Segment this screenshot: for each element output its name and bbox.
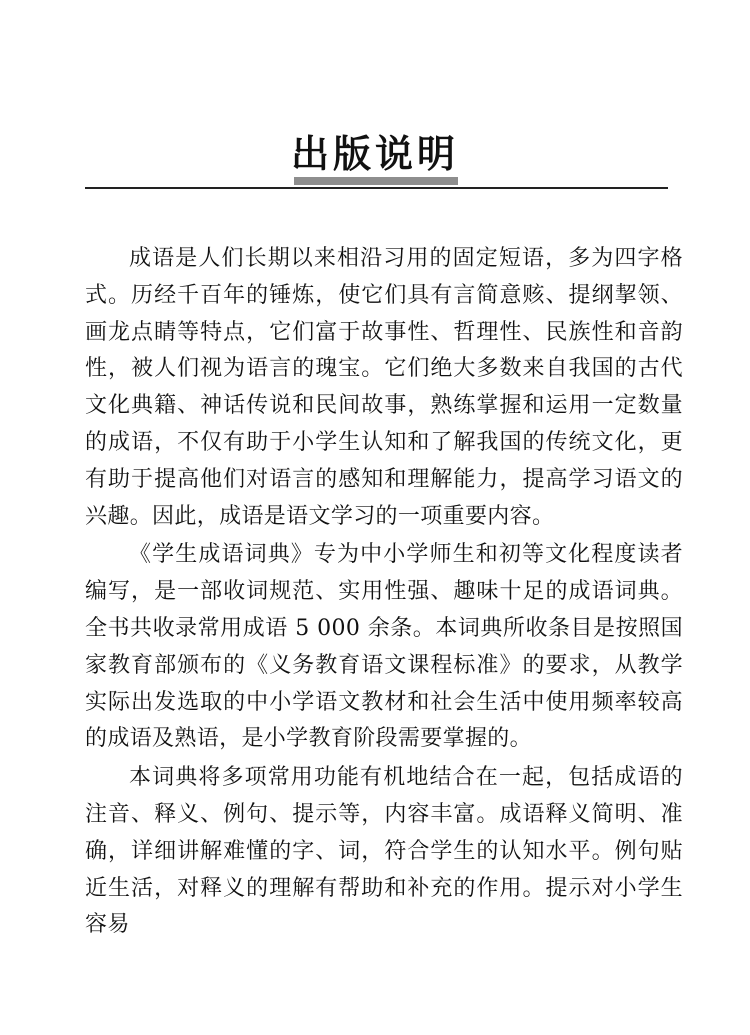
paragraph-scope: 《学生成语词典》专为中小学师生和初等文化程度读者编写，是一部收词规范、实用性强、趣味十足的成语词典。全书共收录常用成语 5 000 余条。本词典所收条目是按照国家教育部颁布的《义务教育语文课程标准》的要求，从教学实际出发选取的中小学语文教材和社会生活中使用频率较高的成语及熟语，是小学教育阶段需要掌握的。 (85, 542, 683, 752)
paragraph-intro: 成语是人们长期以来相沿习用的固定短语，多为四字格式。历经千百年的锤炼，使它们具有言简意赅、提纲挈领、画龙点睛等特点，它们富于故事性、哲理性、民族性和音韵性，被人们视为语言的瑰宝。它们绝大多数来自我国的古代文化典籍、神话传说和民间故事，熟练掌握和运用一定数量的成语，不仅有助于小学生认知和了解我国的传统文化，更有助于提高他们对语言的感知和理解能力，提高学习语文的兴趣。因此，成语是语文学习的一项重要内容。 (85, 246, 683, 529)
title-rule (85, 187, 668, 189)
page-title: 出版说明 (290, 132, 459, 176)
title-block (0, 128, 750, 180)
paragraph-features: 本词典将多项常用功能有机地结合在一起，包括成语的注音、释义、例句、提示等，内容丰富。成语释义简明、准确，详细讲解难懂的字、词，符合学生的认知水平。例句贴近生活，对释义的理解有帮助和补充的作用。提示对小学生容易 (85, 765, 683, 938)
body-text (85, 241, 683, 944)
